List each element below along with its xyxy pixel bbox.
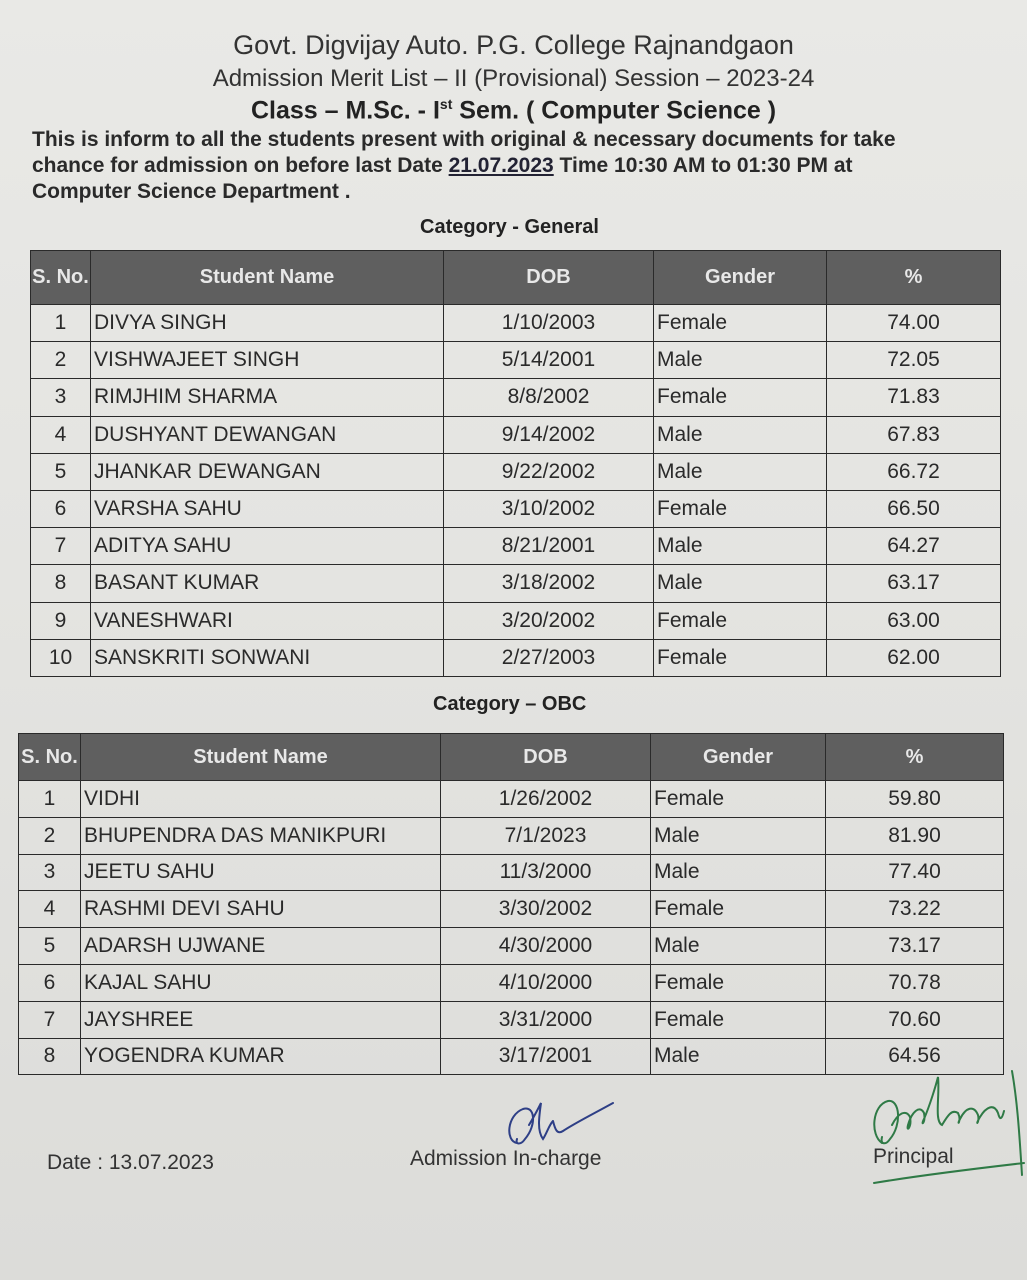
table-row [31, 305, 1001, 342]
col-sno-header: S. No. [19, 734, 81, 781]
principal-signature [862, 1065, 1027, 1190]
last-date: 21.07.2023 [448, 154, 554, 177]
table-row [31, 416, 1001, 453]
table-row [19, 964, 1004, 1001]
college-name: Govt. Digvijay Auto. P.G. College Rajnandgaon [233, 30, 794, 60]
general-merit-table [30, 250, 1001, 677]
cell-percentage: 66.72 [827, 453, 1001, 490]
col-sno-header: S. No. [31, 251, 91, 305]
cell-dob: 1/10/2003 [444, 305, 654, 342]
cell-student-name: JAYSHREE [81, 1001, 441, 1038]
table-row [31, 639, 1001, 676]
cell-sno: 5 [31, 453, 91, 490]
cell-dob: 4/30/2000 [441, 928, 651, 965]
class-title-sup: st [439, 96, 453, 112]
table-row [31, 528, 1001, 565]
cell-dob: 3/18/2002 [444, 565, 654, 602]
cell-dob: 3/10/2002 [444, 490, 654, 527]
cell-gender: Female [651, 781, 826, 818]
col-name-header: Student Name [81, 734, 441, 781]
cell-sno: 8 [19, 1038, 81, 1075]
cell-percentage: 63.17 [827, 565, 1001, 602]
cell-student-name: JEETU SAHU [81, 854, 441, 891]
table-header-row [31, 251, 1001, 305]
table-row [19, 891, 1004, 928]
cell-dob: 3/20/2002 [444, 602, 654, 639]
incharge-signature [495, 1095, 620, 1155]
cell-dob: 9/22/2002 [444, 453, 654, 490]
cell-gender: Male [654, 453, 827, 490]
cell-gender: Male [651, 817, 826, 854]
issue-date: Date : 13.07.2023 [47, 1151, 214, 1174]
cell-dob: 5/14/2001 [444, 342, 654, 379]
cell-sno: 1 [31, 305, 91, 342]
col-dob-header: DOB [444, 251, 654, 305]
cell-sno: 3 [31, 379, 91, 416]
cell-percentage: 77.40 [826, 854, 1004, 891]
cell-dob: 9/14/2002 [444, 416, 654, 453]
cell-gender: Male [651, 1038, 826, 1075]
cell-sno: 6 [31, 490, 91, 527]
cell-percentage: 59.80 [826, 781, 1004, 818]
cell-percentage: 73.22 [826, 891, 1004, 928]
cell-student-name: VISHWAJEET SINGH [91, 342, 444, 379]
cell-sno: 8 [31, 565, 91, 602]
cell-gender: Male [654, 565, 827, 602]
cell-gender: Female [654, 379, 827, 416]
cell-dob: 2/27/2003 [444, 639, 654, 676]
cell-sno: 2 [19, 817, 81, 854]
cell-student-name: SANSKRITI SONWANI [91, 639, 444, 676]
col-name-header: Student Name [91, 251, 444, 305]
table-row [19, 1001, 1004, 1038]
cell-sno: 9 [31, 602, 91, 639]
cell-sno: 2 [31, 342, 91, 379]
cell-dob: 4/10/2000 [441, 964, 651, 1001]
admission-incharge-label: Admission In-charge [410, 1147, 602, 1170]
cell-dob: 11/3/2000 [441, 854, 651, 891]
col-pct-header: % [826, 734, 1004, 781]
notice-line-1: This is inform to all the students present with original & necessary documents for take [32, 128, 896, 151]
table-row [19, 781, 1004, 818]
col-pct-header: % [827, 251, 1001, 305]
table-row [31, 379, 1001, 416]
table-row [31, 453, 1001, 490]
table-row [19, 854, 1004, 891]
cell-student-name: BHUPENDRA DAS MANIKPURI [81, 817, 441, 854]
col-gender-header: Gender [654, 251, 827, 305]
cell-gender: Male [654, 528, 827, 565]
table-row [19, 1038, 1004, 1075]
cell-dob: 7/1/2023 [441, 817, 651, 854]
cell-gender: Female [654, 305, 827, 342]
cell-percentage: 70.60 [826, 1001, 1004, 1038]
cell-student-name: RASHMI DEVI SAHU [81, 891, 441, 928]
cell-sno: 1 [19, 781, 81, 818]
list-title: Admission Merit List – II (Provisional) Session – 2023-24 [212, 65, 815, 92]
cell-dob: 3/17/2001 [441, 1038, 651, 1075]
cell-sno: 6 [19, 964, 81, 1001]
class-title [0, 96, 1027, 125]
class-title-post: Sem. ( Computer Science ) [452, 96, 777, 125]
table-row [19, 928, 1004, 965]
cell-dob: 8/21/2001 [444, 528, 654, 565]
cell-percentage: 67.83 [827, 416, 1001, 453]
cell-sno: 5 [19, 928, 81, 965]
cell-sno: 4 [19, 891, 81, 928]
cell-percentage: 73.17 [826, 928, 1004, 965]
cell-percentage: 81.90 [826, 817, 1004, 854]
col-gender-header: Gender [651, 734, 826, 781]
cell-percentage: 70.78 [826, 964, 1004, 1001]
cell-percentage: 64.27 [827, 528, 1001, 565]
category-obc-title: Category – OBC [433, 693, 587, 715]
cell-student-name: RIMJHIM SHARMA [91, 379, 444, 416]
cell-percentage: 74.00 [827, 305, 1001, 342]
cell-gender: Male [651, 928, 826, 965]
cell-percentage: 64.56 [826, 1038, 1004, 1075]
table-row [31, 602, 1001, 639]
notice-line-2-pre: chance for admission on before last Date [32, 154, 449, 177]
cell-student-name: JHANKAR DEWANGAN [91, 453, 444, 490]
cell-gender: Female [651, 964, 826, 1001]
cell-gender: Female [651, 1001, 826, 1038]
table-row [31, 490, 1001, 527]
cell-student-name: BASANT KUMAR [91, 565, 444, 602]
cell-sno: 7 [31, 528, 91, 565]
cell-gender: Male [654, 416, 827, 453]
cell-dob: 3/30/2002 [441, 891, 651, 928]
cell-sno: 3 [19, 854, 81, 891]
cell-percentage: 71.83 [827, 379, 1001, 416]
notice-line-2 [32, 153, 992, 179]
cell-student-name: VANESHWARI [91, 602, 444, 639]
table-row [19, 817, 1004, 854]
cell-dob: 8/8/2002 [444, 379, 654, 416]
cell-gender: Female [654, 639, 827, 676]
cell-student-name: KAJAL SAHU [81, 964, 441, 1001]
cell-percentage: 66.50 [827, 490, 1001, 527]
cell-sno: 7 [19, 1001, 81, 1038]
cell-percentage: 63.00 [827, 602, 1001, 639]
notice-line-3: Computer Science Department . [32, 180, 351, 203]
cell-student-name: DUSHYANT DEWANGAN [91, 416, 444, 453]
table-row [31, 342, 1001, 379]
cell-gender: Female [651, 891, 826, 928]
cell-dob: 3/31/2000 [441, 1001, 651, 1038]
cell-percentage: 72.05 [827, 342, 1001, 379]
cell-student-name: YOGENDRA KUMAR [81, 1038, 441, 1075]
obc-merit-table [18, 733, 1004, 1075]
cell-dob: 1/26/2002 [441, 781, 651, 818]
cell-student-name: ADITYA SAHU [91, 528, 444, 565]
notice-line-2-post: Time 10:30 AM to 01:30 PM at [553, 154, 853, 177]
cell-student-name: VIDHI [81, 781, 441, 818]
cell-gender: Male [651, 854, 826, 891]
principal-label: Principal [873, 1145, 954, 1168]
cell-sno: 10 [31, 639, 91, 676]
cell-gender: Male [654, 342, 827, 379]
cell-gender: Female [654, 490, 827, 527]
cell-percentage: 62.00 [827, 639, 1001, 676]
table-row [31, 565, 1001, 602]
cell-student-name: DIVYA SINGH [91, 305, 444, 342]
cell-student-name: ADARSH UJWANE [81, 928, 441, 965]
category-general-title: Category - General [420, 216, 599, 238]
cell-student-name: VARSHA SAHU [91, 490, 444, 527]
col-dob-header: DOB [441, 734, 651, 781]
cell-gender: Female [654, 602, 827, 639]
class-title-pre: Class – M.Sc. - I [250, 96, 440, 125]
table-header-row [19, 734, 1004, 781]
cell-sno: 4 [31, 416, 91, 453]
